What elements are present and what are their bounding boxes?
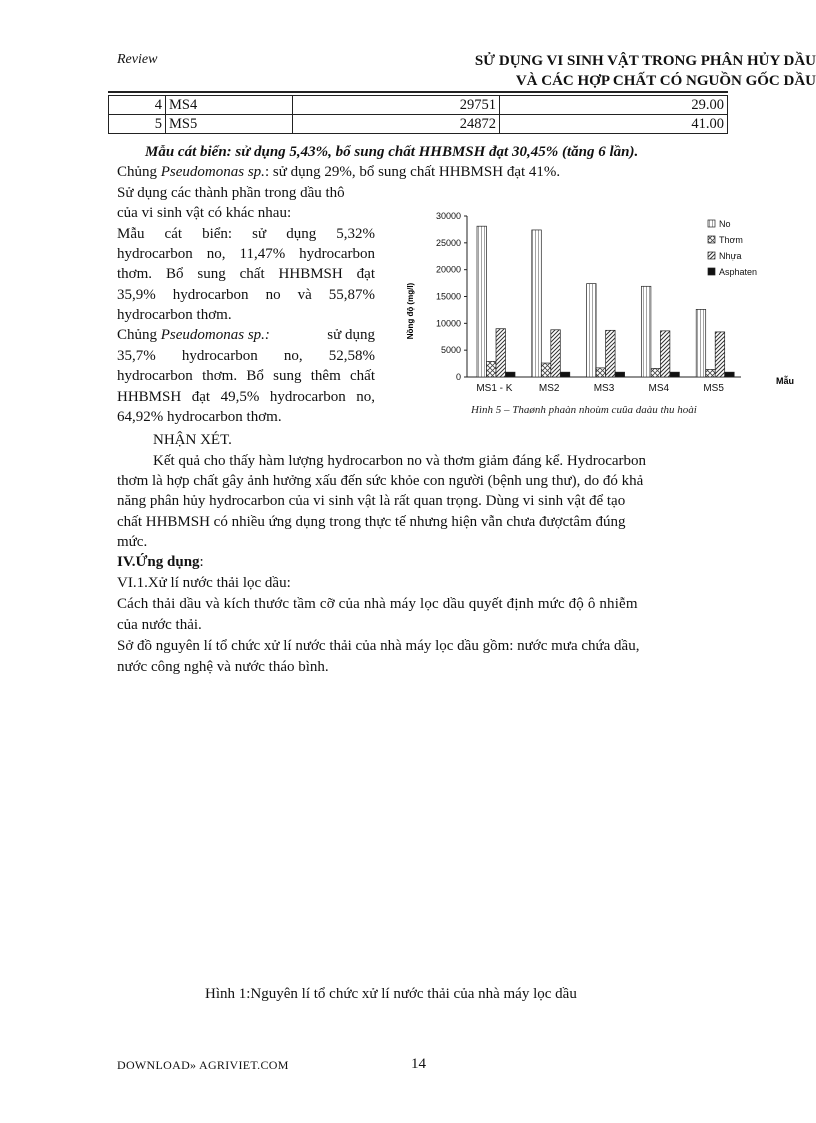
chart-xlabel: Mẫu bbox=[776, 376, 794, 386]
remark-title: NHẬN XÉT. bbox=[153, 432, 232, 448]
chart-bar-no bbox=[477, 226, 487, 377]
figure-1-caption: Hình 1:Nguyên lí tổ chức xử lí nước thải của nhà máy lọc dầu bbox=[205, 986, 577, 1002]
chart-y-tick-label: 0 bbox=[455, 372, 461, 382]
header-journal-label: Review bbox=[117, 52, 158, 67]
sand-summary-line: Mẫu cát biển: sử dụng 5,43%, bổ sung chất HHBMSH đạt 30,45% (tăng 6 lần). bbox=[145, 144, 639, 160]
chart-legend-swatch bbox=[708, 268, 715, 275]
chart-bar-no bbox=[641, 286, 651, 377]
left-col-line: hydrocarbon thơm. bbox=[117, 307, 232, 323]
body-line: nước công nghệ và nước tháo bình. bbox=[117, 659, 329, 675]
chart-ylabel: Nồng độ (mg/l) bbox=[406, 282, 415, 340]
left-col-line: 64,92% hydrocarbon thơm. bbox=[117, 409, 282, 425]
composition-chart bbox=[405, 208, 816, 433]
chart-x-tick-label: MS2 bbox=[538, 383, 560, 394]
chart-bar-nhựa bbox=[660, 331, 670, 377]
chart-bar-thơm bbox=[487, 361, 497, 377]
chart-y-tick-label: 25000 bbox=[435, 237, 461, 248]
chart-legend-swatch bbox=[708, 236, 715, 243]
chart-bar-asphaten bbox=[506, 372, 516, 377]
chart-bar-nhựa bbox=[715, 332, 725, 377]
subsection-heading: VI.1.Xử lí nước thải lọc dầu: bbox=[117, 575, 291, 591]
left-col-line: hydrocarbon no, 11,47% hydrocarbon bbox=[117, 246, 375, 262]
text-fragment: : sử dụng 29%, bổ sung chất HHBMSH đạt 41%. bbox=[264, 164, 561, 180]
chart-legend-label: No bbox=[719, 219, 731, 229]
chart-caption: Hình 5 – Thaønh phaàn nhoùm cuûa daàu thu hoài bbox=[471, 404, 697, 416]
section-title: IV.Ứng dụng bbox=[117, 554, 200, 570]
table-cell-no: 4 bbox=[109, 96, 166, 115]
species-name: Pseudomonas sp.: bbox=[160, 327, 270, 343]
table-cell-percent: 41.00 bbox=[500, 115, 728, 134]
chart-legend-swatch bbox=[708, 220, 715, 227]
table-cell-no: 5 bbox=[109, 115, 166, 134]
left-col-line: Mẫu cát biển: sử dụng 5,32% bbox=[117, 226, 375, 242]
body-line: Cách thải dầu và kích thước tầm cỡ của nhà máy lọc dầu quyết định mức độ ô nhiễm bbox=[117, 596, 638, 612]
remark-line: thơm là hợp chất gây ảnh hưởng xấu đến sức khỏe con người (bệnh ung thư), do đó khả bbox=[117, 473, 644, 489]
chart-legend-label: Thơm bbox=[719, 235, 743, 245]
left-col-line bbox=[117, 325, 375, 345]
table-row bbox=[109, 96, 728, 115]
table-cell-value: 24872 bbox=[293, 115, 500, 134]
left-col-line: của vi sinh vật có khác nhau: bbox=[117, 205, 292, 221]
header-title bbox=[475, 51, 816, 91]
chart-bar-thơm bbox=[651, 368, 661, 377]
text-fragment: sử dụng bbox=[327, 327, 375, 343]
chart-legend-label: Asphaten bbox=[719, 267, 758, 277]
chart-bar-asphaten bbox=[725, 372, 735, 377]
chart-bar-asphaten bbox=[670, 372, 680, 377]
chart-bar-asphaten bbox=[560, 372, 570, 377]
chart-x-tick-label: MS4 bbox=[648, 383, 670, 394]
chart-bar-thơm bbox=[541, 363, 551, 377]
chart-legend-label: Nhựa bbox=[719, 251, 742, 261]
chart-bar-asphaten bbox=[615, 372, 625, 377]
chart-bar-nhựa bbox=[496, 329, 506, 377]
table-cell-name: MS4 bbox=[166, 96, 293, 115]
remark-line: mức. bbox=[117, 534, 148, 550]
species-name: Pseudomonas sp. bbox=[160, 164, 265, 180]
remark-line: năng phân hủy hydrocarbon của vi sinh vật là rất quan trọng. Dùng vi sinh vật để tạo bbox=[117, 493, 626, 509]
footer-source: DOWNLOAD» AGRIVIET.COM bbox=[117, 1058, 289, 1072]
header-rule bbox=[108, 91, 728, 93]
left-col-line: hydrocarbon thơm. Bổ sung thêm chất bbox=[117, 368, 375, 384]
chart-y-tick-label: 20000 bbox=[435, 264, 461, 275]
chart-bar-thơm bbox=[706, 369, 716, 377]
header-title-line-1: SỬ DỤNG VI SINH VẬT TRONG PHÂN HỦY DẦU bbox=[474, 53, 816, 69]
table-cell-name: MS5 bbox=[166, 115, 293, 134]
chart-y-tick-label: 15000 bbox=[435, 291, 461, 302]
chart-svg bbox=[405, 208, 816, 408]
chart-bar-no bbox=[532, 230, 542, 377]
body-line: Sở đồ nguyên lí tổ chức xử lí nước thải của nhà máy lọc dầu gồm: nước mưa chứa dầu, bbox=[117, 638, 640, 654]
section-heading: IV.Ứng dụng: bbox=[117, 554, 204, 570]
remark-line: chất HHBMSH có nhiều ứng dụng trong thực tế nhưng hiện vẫn chưa đượctâm đúng bbox=[117, 514, 626, 530]
chart-x-tick-label: MS3 bbox=[593, 383, 615, 394]
chart-bar-no bbox=[587, 284, 597, 377]
left-col-line: 35,9% hydrocarbon no và 55,87% bbox=[117, 287, 375, 303]
chart-bar-thơm bbox=[596, 368, 606, 377]
results-table bbox=[108, 95, 728, 134]
chart-bar-nhựa bbox=[551, 330, 561, 377]
chart-legend-swatch bbox=[708, 252, 715, 259]
chart-y-tick-label: 5000 bbox=[440, 345, 461, 356]
text-fragment: Chủng Pseudomonas sp.: bbox=[117, 327, 270, 343]
left-col-line: Sử dụng các thành phần trong dầu thô bbox=[117, 185, 345, 201]
chart-y-tick-label: 30000 bbox=[435, 211, 461, 221]
header-title-line-2: VÀ CÁC HỢP CHẤT CÓ NGUỒN GỐC DẦU bbox=[515, 73, 816, 89]
left-col-line: HHBMSH đạt 49,5% hydrocarbon no, bbox=[117, 389, 375, 405]
chart-bar-nhựa bbox=[606, 330, 616, 377]
body-line: của nước thải. bbox=[117, 617, 202, 633]
pseudomonas-summary-line bbox=[117, 162, 560, 182]
table-cell-percent: 29.00 bbox=[500, 96, 728, 115]
chart-legend-box bbox=[704, 214, 780, 290]
table-cell-value: 29751 bbox=[293, 96, 500, 115]
chart-bar-no bbox=[696, 309, 706, 377]
chart-x-tick-label: MS1 - K bbox=[476, 383, 513, 394]
chart-x-tick-label: MS5 bbox=[703, 383, 724, 394]
text-fragment: Chủng bbox=[117, 164, 161, 180]
page-number: 14 bbox=[411, 1056, 426, 1072]
left-col-line: thơm. Bổ sung chất HHBMSH đạt bbox=[117, 266, 375, 282]
table-row bbox=[109, 115, 728, 134]
remark-line: Kết quả cho thấy hàm lượng hydrocarbon no và thơm giảm đáng kể. Hydrocarbon bbox=[153, 453, 647, 469]
left-col-line: 35,7% hydrocarbon no, 52,58% bbox=[117, 348, 375, 364]
chart-y-tick-label: 10000 bbox=[435, 318, 461, 329]
